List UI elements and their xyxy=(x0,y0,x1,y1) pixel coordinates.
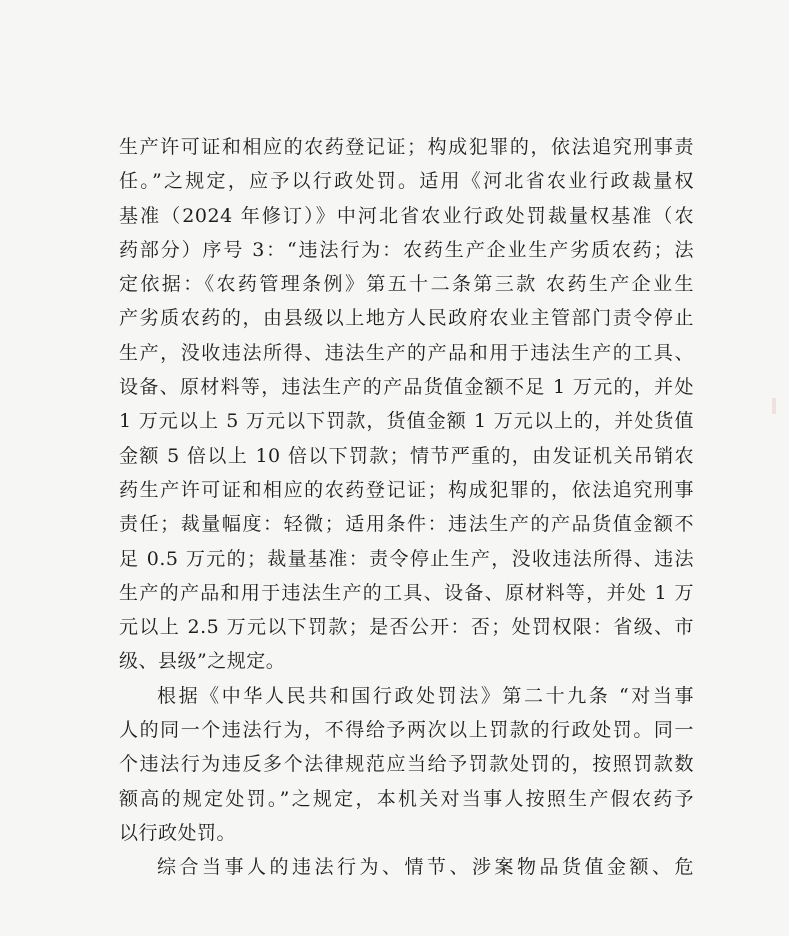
document-body xyxy=(119,130,694,885)
paragraph-start-line: 根据《中华人民共和国行政处罚法》第二十九条 “对当事 xyxy=(157,684,694,707)
text-line: 金额 5 倍以上 10 倍以下罚款；情节严重的，由发证机关吊销农 xyxy=(119,444,694,467)
text-line: 设备、原材料等，违法生产的产品货值金额不足 1 万元的，并处 xyxy=(119,376,694,399)
text-line: 任。”之规定，应予以行政处罚。适用《河北省农业行政裁量权 xyxy=(119,170,694,193)
text-line: 元以上 2.5 万元以下罚款；是否公开：否；处罚权限：省级、市 xyxy=(119,616,694,639)
text-line: 药生产许可证和相应的农药登记证；构成犯罪的，依法追究刑事 xyxy=(119,478,694,501)
text-line: 1 万元以上 5 万元以下罚款，货值金额 1 万元以上的，并处货值 xyxy=(119,410,694,433)
text-line: 个违法行为违反多个法律规范应当给予罚款处罚的，按照罚款数 xyxy=(119,753,694,776)
text-line: 以行政处罚。 xyxy=(119,821,237,844)
text-line: 基准（2024 年修订）》中河北省农业行政处罚裁量权基准（农 xyxy=(119,204,694,227)
text-line: 责任；裁量幅度：轻微；适用条件：违法生产的产品货值金额不 xyxy=(119,513,694,536)
text-line: 生产，没收违法所得、违法生产的产品和用于违法生产的工具、 xyxy=(119,341,694,364)
text-line: 生产的产品和用于违法生产的工具、设备、原材料等，并处 1 万 xyxy=(119,581,694,604)
text-line: 产劣质农药的，由县级以上地方人民政府农业主管部门责令停止 xyxy=(119,307,694,330)
text-line: 生产许可证和相应的农药登记证；构成犯罪的，依法追究刑事责 xyxy=(119,136,694,158)
paragraph-start-line: 综合当事人的违法行为、情节、涉案物品货值金额、危 xyxy=(157,856,694,879)
text-line: 足 0.5 万元的；裁量基准：责令停止生产，没收违法所得、违法 xyxy=(119,547,694,570)
text-line: 人的同一个违法行为，不得给予两次以上罚款的行政处罚。同一 xyxy=(119,719,694,742)
text-line: 定依据：《农药管理条例》第五十二条第三款 农药生产企业生 xyxy=(119,273,694,296)
text-line: 级、县级”之规定。 xyxy=(119,650,286,673)
scan-mark xyxy=(772,398,776,414)
text-line: 额高的规定处罚。”之规定，本机关对当事人按照生产假农药予 xyxy=(119,787,694,810)
text-line: 药部分）序号 3：“违法行为：农药生产企业生产劣质农药；法 xyxy=(119,238,694,261)
